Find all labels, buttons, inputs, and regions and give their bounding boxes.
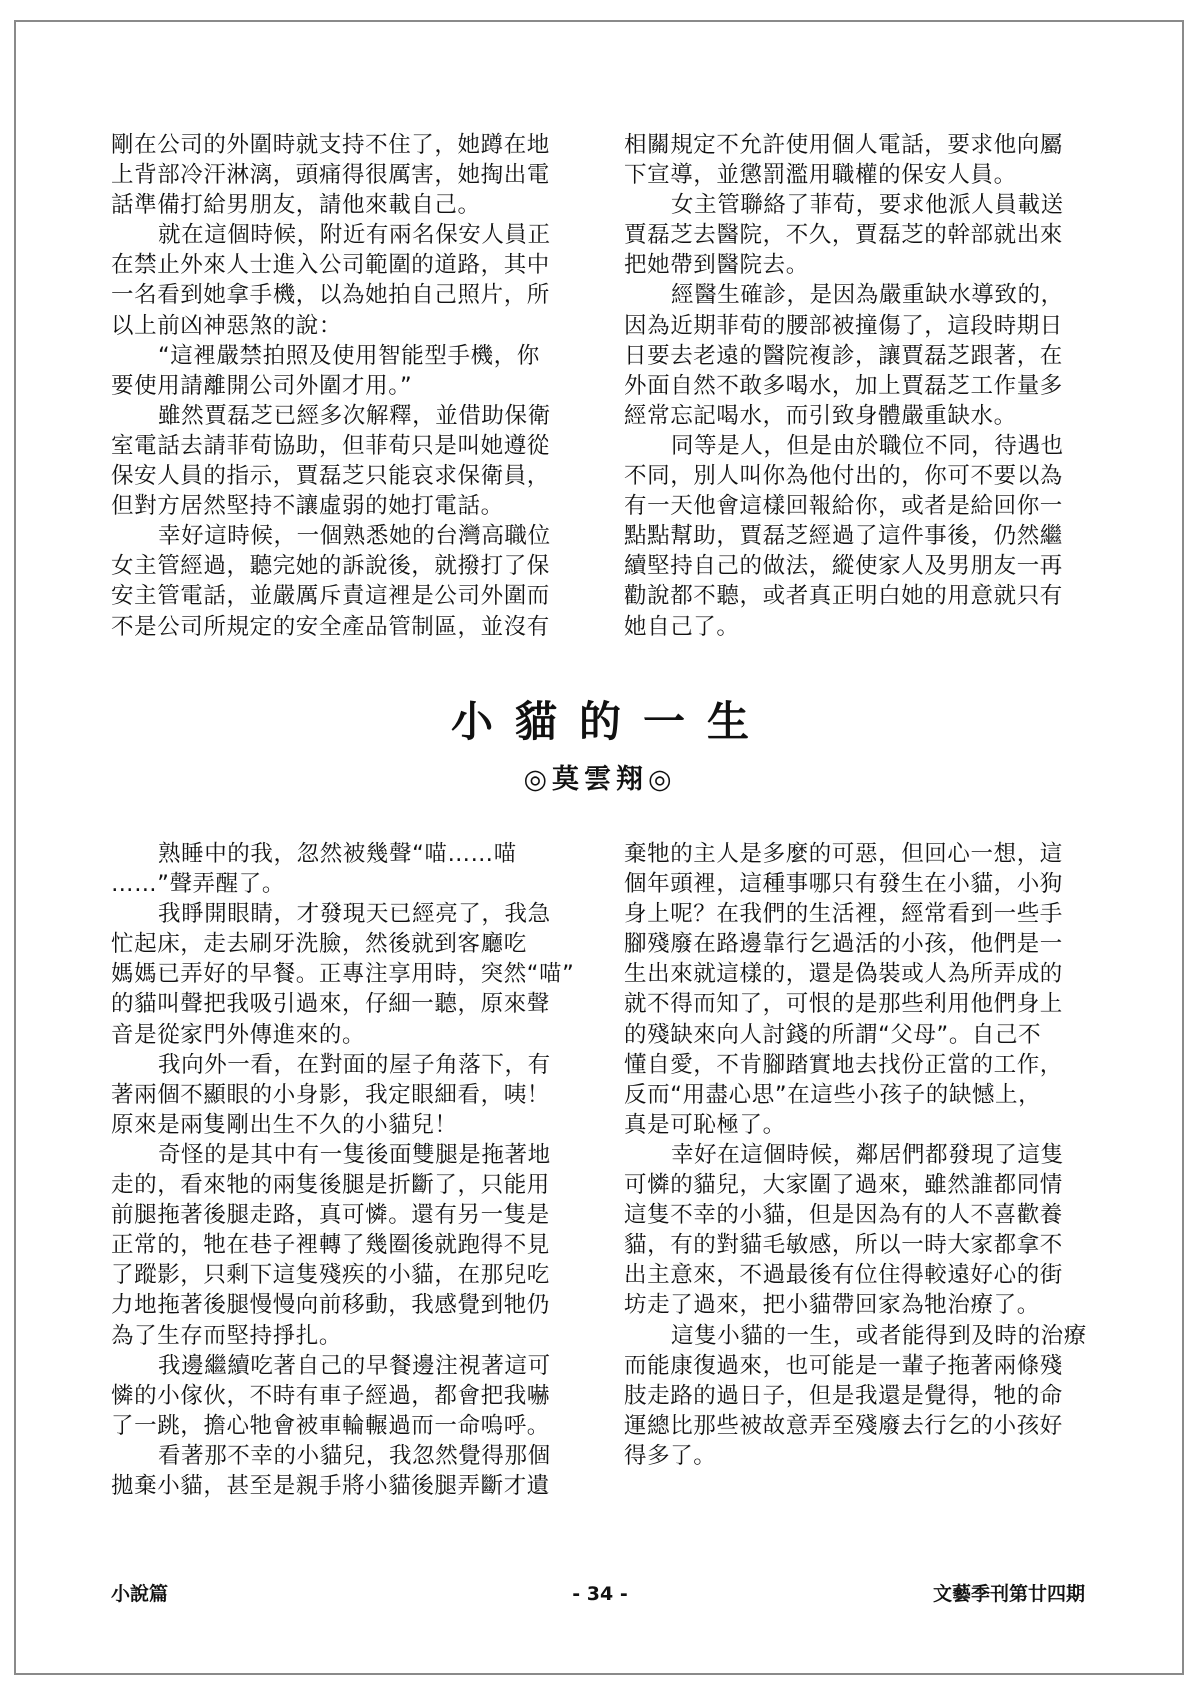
text-line: 安主管電話，並嚴厲斥責這裡是公司外圍而 [111,583,550,610]
text-line: 經醫生確診，是因為嚴重缺水導致的， [671,282,1064,309]
text-line: 同等是人，但是由於職位不同，待遇也 [671,432,1064,459]
text-line: 熟睡中的我，忽然被幾聲“喵……喵 [158,841,517,867]
text-line: 要使用請離開公司外圍才用。” [111,372,413,399]
text-line: 經常忘記喝水，而引致身體嚴重缺水。 [624,402,1017,429]
text-line: 音是從家門外傳進來的。 [111,1021,366,1048]
text-line: 可憐的貓兒，大家圍了過來，雖然誰都同情 [624,1172,1063,1199]
footer-section-label: 小說篇 [111,1583,169,1605]
footer-page-number: - 34 - [572,1583,628,1605]
text-line: 的殘缺來向人討錢的所謂“父母”。自己不 [624,1021,1042,1048]
text-line: 在禁止外來人士進入公司範圍的道路，其中 [111,252,550,279]
text-line: 反而“用盡心思”在這些小孩子的缺憾上， [624,1081,1042,1108]
text-line: 上背部冷汗淋漓，頭痛得很厲害，她掏出電 [111,162,550,189]
story1-right-column [624,130,1104,642]
text-line: 幸好這時候，一個熟悉她的台灣高職位 [158,523,551,550]
text-line: 貓，有的對貓毛敏感，所以一時大家都拿不 [624,1232,1063,1259]
text-line: 勸說都不聽，或者真正明白她的用意就只有 [624,583,1063,610]
text-line: 把她帶到醫院去。 [624,252,809,279]
text-line: 這隻不幸的小貓，但是因為有的人不喜歡養 [624,1202,1063,1229]
text-line: 但對方居然堅持不讓虛弱的她打電話。 [111,493,504,520]
text-line: 相關規定不允許使用個人電話，要求他向屬 [624,132,1063,158]
text-line: 個年頭裡，這種事哪只有發生在小貓，小狗 [624,871,1063,898]
text-line: 的貓叫聲把我吸引過來，仔細一聽，原來聲 [111,991,550,1018]
text-line: 懂自愛，不肯腳踏實地去找份正當的工作， [624,1051,1063,1078]
text-line: 續堅持自己的做法，縱使家人及男朋友一再 [624,553,1063,580]
text-line: 不是公司所規定的安全產品管制區，並沒有 [111,613,550,640]
text-line: 正常的，牠在巷子裡轉了幾圈後就跑得不見 [111,1232,550,1259]
text-line: 了蹤影，只剩下這隻殘疾的小貓，在那兒吃 [111,1262,550,1289]
text-line: 室電話去請菲荀協助，但菲荀只是叫她遵從 [111,432,550,459]
text-line: 我邊繼續吃著自己的早餐邊注視著這可 [158,1352,551,1379]
text-line: 女主管經過，聽完她的訴說後，就撥打了保 [111,553,550,580]
text-line: 有一天他會這樣回報給你，或者是給回你一 [624,493,1063,520]
text-line: 得多了。 [624,1442,717,1469]
text-line: 出主意來，不過最後有位住得較遠好心的街 [624,1262,1063,1289]
text-line: 下宣導，並懲罰濫用職權的保安人員。 [624,162,1017,189]
text-line: 看著那不幸的小貓兒，我忽然覺得那個 [158,1442,551,1469]
text-line: 走的，看來牠的兩隻後腿是折斷了，只能用 [111,1172,550,1199]
text-line: 坊走了過來，把小貓帶回家為牠治療了。 [624,1292,1040,1319]
story-author: ◎莫雲翔◎ [523,764,677,795]
text-line: 就在這個時候，附近有兩名保安人員正 [158,222,551,249]
text-line: 腳殘廢在路邊靠行乞過活的小孩，他們是一 [624,931,1063,958]
text-line: 奇怪的是其中有一隻後面雙腿是拖著地 [158,1141,551,1168]
footer-publication: 文藝季刊第廿四期 [932,1583,1085,1605]
text-line: 忙起床，走去刷牙洗臉，然後就到客廳吃 [111,931,527,958]
text-line: 保安人員的指示，賈磊芝只能哀求保衛員， [111,463,550,490]
text-line: ……”聲弄醒了。 [111,871,285,898]
text-line: “這裡嚴禁拍照及使用智能型手機，你 [158,342,540,369]
text-line: 憐的小傢伙，不時有車子經過，都會把我嚇 [111,1382,550,1409]
text-line: 著兩個不顯眼的小身影，我定眼細看，咦！ [111,1081,550,1108]
text-line: 雖然賈磊芝已經多次解釋，並借助保衛 [158,402,551,429]
text-line: 媽媽已弄好的早餐。正專注享用時，突然“喵” [111,961,575,988]
text-line: 點點幫助，賈磊芝經過了這件事後，仍然繼 [624,523,1063,550]
text-line: 運總比那些被故意弄至殘廢去行乞的小孩好 [624,1412,1063,1439]
story2-right-column [624,839,1104,1471]
text-line: 前腿拖著後腿走路，真可憐。還有另一隻是 [111,1202,550,1229]
text-line: 拋棄小貓，甚至是親手將小貓後腿弄斷才遺 [111,1472,550,1499]
text-line: 一名看到她拿手機，以為她拍自己照片，所 [111,282,550,309]
text-line: 剛在公司的外圍時就支持不住了，她蹲在地 [111,132,550,158]
text-line: 原來是兩隻剛出生不久的小貓兒！ [111,1111,458,1138]
text-line: 我睜開眼睛，才發現天已經亮了，我急 [158,901,551,928]
text-line: 外面自然不敢多喝水，加上賈磊芝工作量多 [624,372,1063,399]
text-line: 話準備打給男朋友，請他來載自己。 [111,192,481,219]
text-line: 日要去老遠的醫院複診，讓賈磊芝跟著，在 [624,342,1063,369]
story-title: 小貓的一生 [450,697,771,746]
text-line: 以上前凶神惡煞的說： [111,312,343,339]
text-line: 不同，別人叫你為他付出的，你可不要以為 [624,463,1063,490]
text-line: 幸好在這個時候，鄰居們都發現了這隻 [671,1141,1064,1168]
text-line: 生出來就這樣的，還是偽裝或人為所弄成的 [624,961,1063,988]
text-line: 力地拖著後腿慢慢向前移動，我感覺到牠仍 [111,1292,550,1319]
text-line: 棄牠的主人是多麼的可惡，但回心一想，這 [624,841,1063,867]
text-line: 了一跳，擔心牠會被車輪輾過而一命嗚呼。 [111,1412,550,1439]
text-line: 身上呢？在我們的生活裡，經常看到一些手 [624,901,1063,928]
text-line: 肢走路的過日子，但是我還是覺得，牠的命 [624,1382,1063,1409]
story2-left-column [111,839,591,1501]
text-line: 而能康復過來，也可能是一輩子拖著兩條殘 [624,1352,1063,1379]
story1-left-column [111,130,591,642]
text-line: 因為近期菲荀的腰部被撞傷了，這段時期日 [624,312,1063,339]
text-line: 這隻小貓的一生，或者能得到及時的治療 [671,1322,1087,1349]
text-line: 我向外一看，在對面的屋子角落下，有 [158,1051,551,1078]
text-line: 女主管聯絡了菲荀，要求他派人員載送 [671,192,1064,219]
text-line: 就不得而知了，可恨的是那些利用他們身上 [624,991,1063,1018]
text-line: 她自己了。 [624,613,740,640]
text-line: 賈磊芝去醫院，不久，賈磊芝的幹部就出來 [624,222,1063,249]
text-line: 真是可恥極了。 [624,1111,786,1138]
text-line: 為了生存而堅持掙扎。 [111,1322,343,1349]
